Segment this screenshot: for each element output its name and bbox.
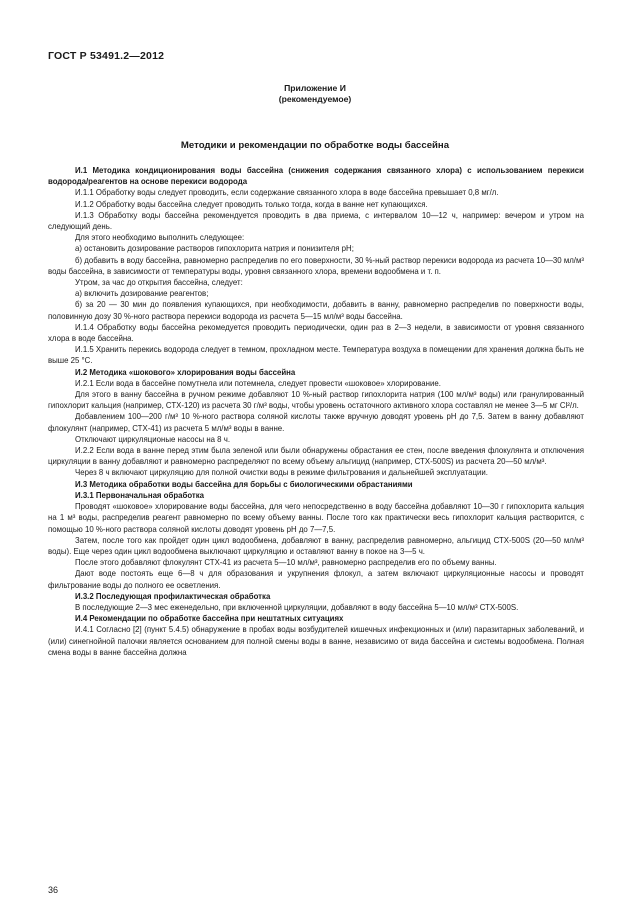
paragraph: б) за 20 — 30 мин до появления купающихся, при необходимости, добавить в ванну, равномерно распределив по поверхности воды, половинную дозу 30 %-ного раствора перекиси водорода из расчета 5—15 мл/м³ воды бассейна. [48, 300, 584, 321]
paragraph: Утром, за час до открытия бассейна, следует: [75, 278, 243, 288]
paragraph: В последующие 2—3 мес еженедельно, при включенной циркуляции, добавляют в воду бассейна 5—10 мл/м³ СТХ-500S. [75, 602, 519, 612]
section-heading: И.1 Методика кондиционирования воды бассейна (снижения содержания связанного хлора) с использованием перекиси водорода/реагентов на основе перекиси водорода [48, 166, 584, 187]
paragraph: И.2.1 Если вода в бассейне помутнела или потемнела, следует провести «шоковое» хлорирование. [75, 378, 441, 388]
paragraph: а) включить дозирование реагентов; [75, 289, 209, 299]
paragraph: Дают воде постоять еще 6—8 ч для образования и укрупнения флокул, а затем включают циркуляционные насосы и проводят фильтрование воды до полного ее осветления. [48, 569, 584, 590]
paragraph: Для этого необходимо выполнить следующее: [75, 233, 245, 243]
paragraph: б) добавить в воду бассейна, равномерно распределив по его поверхности, 30 %-ный раствор перекиси водорода из расчета 10—30 мл/м³ воды бассейна, в зависимости от температуры воды, уровня связанного хлора, времени водообмена и т. п. [48, 255, 584, 276]
section-heading: И.3 Методика обработки воды бассейна для борьбы с биологическими обрастаниями [75, 479, 413, 489]
paragraph: И.1.4 Обработку воды бассейна рекомедуется проводить периодически, один раз в 2—3 недели, в зависимости от уровня связанного хлора в воде бассейна. [48, 322, 584, 344]
page-number: 36 [48, 885, 59, 895]
paragraph: И.1.1 Обработку воды следует проводить, если содержание связанного хлора в воде бассейна превышает 0,8 мг/л. [75, 188, 499, 198]
paragraph: После этого добавляют флокулянт СТХ-41 из расчета 5—10 мл/м³, равномерно распределив его по объему ванны. [75, 558, 497, 568]
appendix-subtitle: (рекомендуемое) [278, 94, 352, 104]
section-heading: И.4 Рекомендации по обработке бассейна при нештатных ситуациях [75, 614, 344, 624]
paragraph: Затем, после того как пройдет один цикл водообмена, добавляют в ванну, распределив равномерно, альгицид СТХ-500S (20—50 мл/м³ воды). Еще через один цикл водообмена выключают циркуляцию и оставляют ванну в покое на 3—5 ч. [48, 535, 584, 556]
paragraph: Отключают циркуляционые насосы на 8 ч. [75, 434, 230, 444]
page-title: Методики и рекомендации по обработке воды бассейна [180, 140, 450, 151]
paragraph: И.4.1 Согласно [2] (пункт 5.4.5) обнаружение в пробах воды возбудителей кишечных инфекционных и (или) паразитарных заболеваний, и (или) синегнойной палочки является основанием для полной смены воды в ванне, независимо от вида бассейна и системы водообмена. Полная смена воды в ванне бассейна должна [48, 625, 584, 657]
section-heading: И.3.1 Первоначальная обработка [75, 490, 205, 500]
paragraph: И.1.5 Хранить перекись водорода следует в темном, прохладном месте. Температура воздуха в помещении для хранения должна быть не выше 25 °С. [48, 345, 584, 366]
standard-header: ГОСТ Р 53491.2—2012 [48, 50, 165, 62]
paragraph: Для этого в ванну бассейна в ручном режиме добавляют 10 %-ный раствор гипохлорита натрия (100 мл/м³ воды) или гранулированный гипохлорит кальция (например, СТХ-120) из расчета 30 г/м³ воды, чтобы уровень остаточного активного хлора составлял не менее 3—5 мг Cl²/л. [48, 390, 584, 411]
section-heading: И.3.2 Последующая профилактическая обработка [75, 591, 271, 601]
paragraph: Через 8 ч включают циркуляцию для полной очистки воды в режиме фильтрования и дальнейшей эксплуатации. [75, 468, 488, 478]
paragraph: И.2.2 Если вода в ванне перед этим была зеленой или были обнаружены обрастания ее стен, после введения флокулянта и отключения циркуляции в ванну добавляют и равномерно распределяют по всему объему альгицид (например, СТХ-500S) из расчета 20—50 мл/м³. [48, 446, 584, 467]
paragraph: Добавлением 100—200 г/м³ 10 %-ного раствора соляной кислоты также вручную доводят уровень pH до 7,5. Затем в ванну добавляют флокулянт (например, СТХ-41) из расчета 5 мл/м³ воды в ванне. [48, 412, 584, 433]
paragraph: И.1.3 Обработку воды бассейна рекомендуется проводить в два приема, с интервалом 10—12 ч, например: вечером и утром на следующий день. [48, 210, 584, 232]
section-heading: И.2 Методика «шокового» хлорирования воды бассейна [75, 367, 296, 377]
paragraph: а) остановить дозирование растворов гипохлорита натрия и понизителя pH; [75, 244, 354, 254]
document-body [48, 165, 584, 658]
appendix-title: Приложение И [284, 83, 346, 93]
paragraph: Проводят «шоковое» хлорирование воды бассейна, для чего непосредственно в воду бассейна добавляют 10—30 г гипохлорита кальция на 1 м³ воды, распределив реагент равномерно по всему объему ванны. После того как практически весь гипохлорит кальция растворится, с помощью 10 %-ного раствора соляной кислоты доводят уровень pH до 7—7,5. [48, 502, 584, 534]
paragraph: И.1.2 Обработку воды бассейна следует проводить только тогда, когда в ванне нет купающихся. [75, 199, 428, 209]
